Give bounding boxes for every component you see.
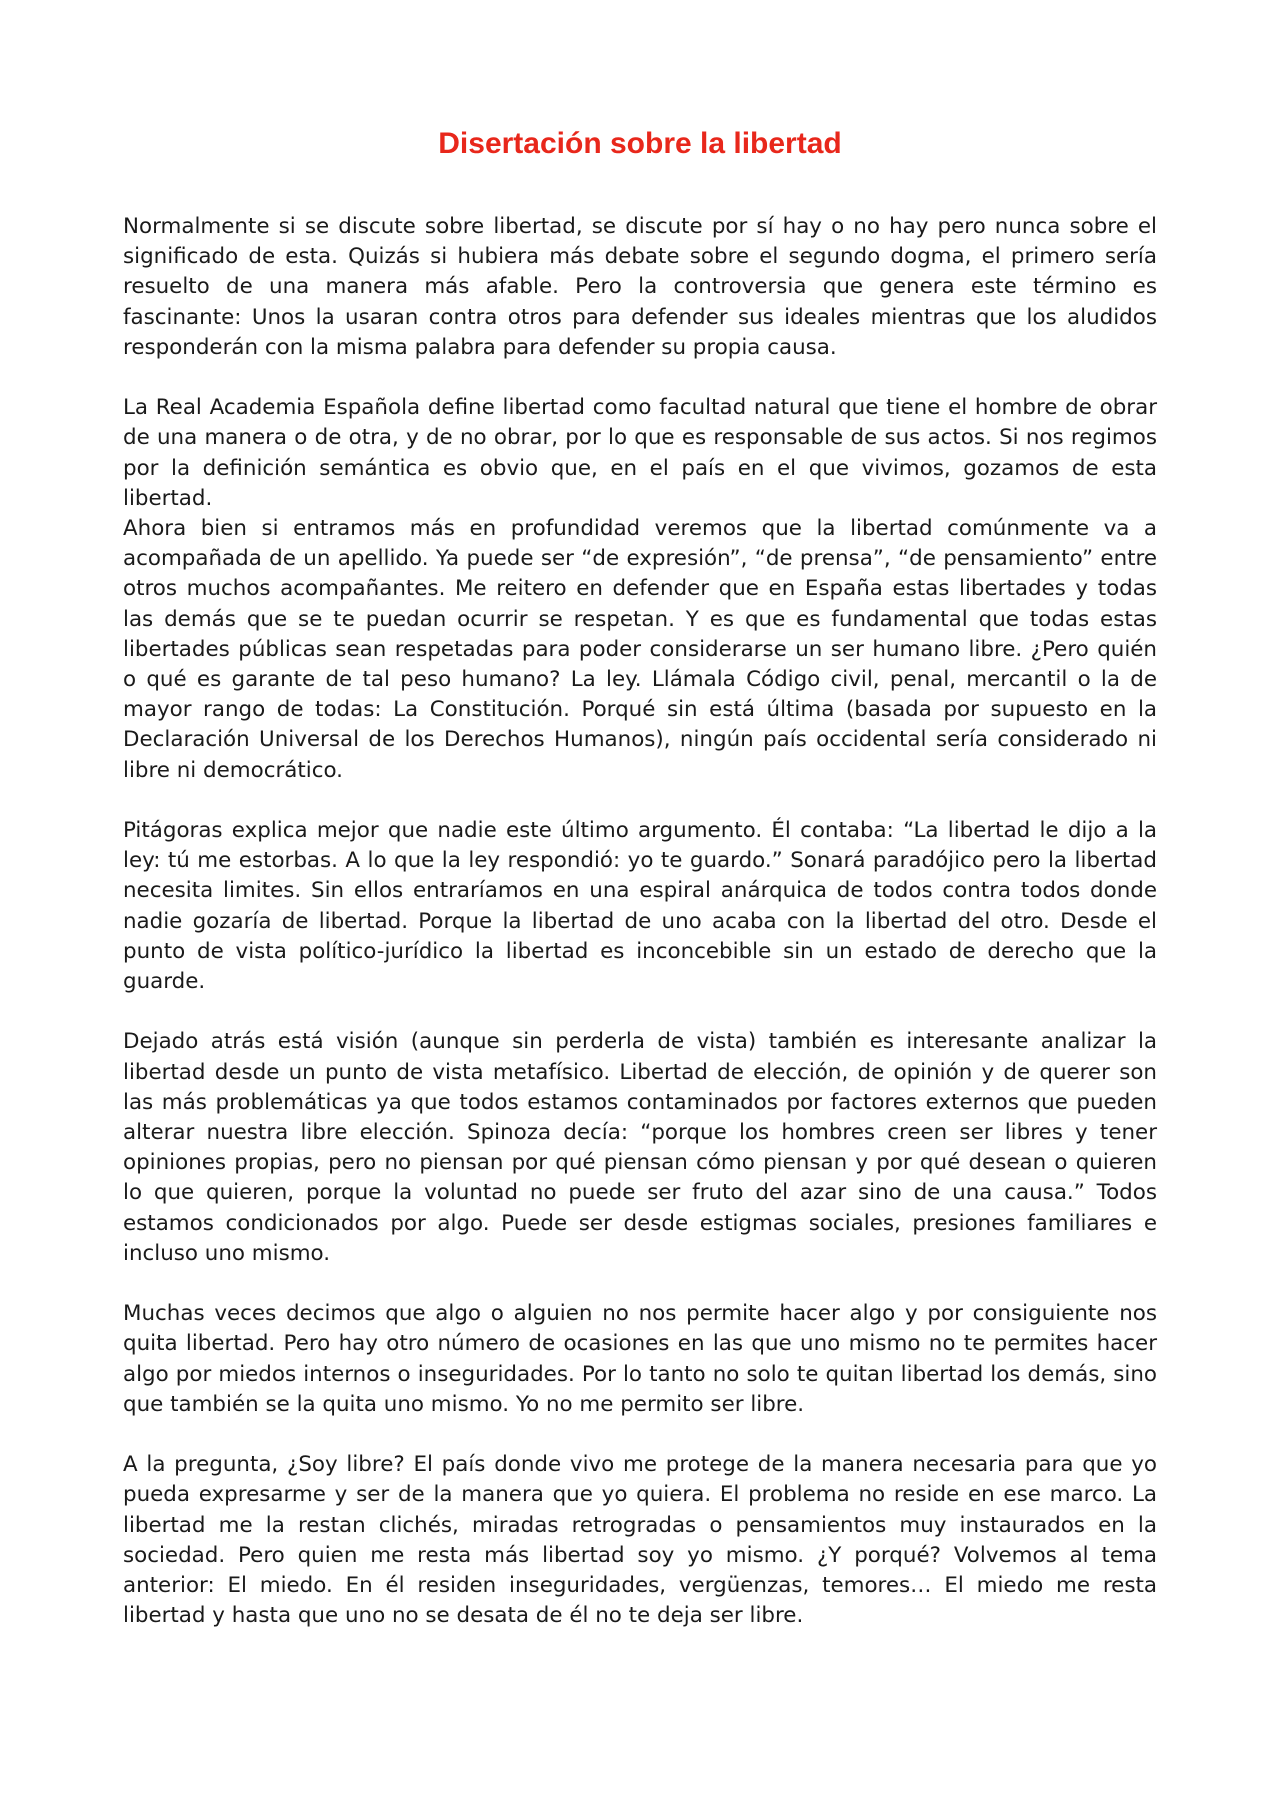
document-title: Disertación sobre la libertad bbox=[438, 127, 842, 160]
paragraph-self-limitation: Muchas veces decimos que algo o alguien no nos permite hacer algo y por consiguiente nos quita libertad. Pero hay otro número de ocasiones en las que uno mismo no te permites hacer algo por miedos internos o inseguridades. Por lo tanto no solo te quitan libertad los demás, sino que también se la quita uno mismo. Yo no me permito ser libre. bbox=[123, 1301, 1157, 1417]
paragraph-rae-definition: La Real Academia Española define libertad como facultad natural que tiene el hombre de obrar de una manera o de otra, y de no obrar, por lo que es responsable de sus actos. Si nos regimos por la definición semántica es obvio que, en el país en el que vivimos, gozamos de esta libertad. bbox=[123, 395, 1157, 511]
paragraph-intro: Normalmente si se discute sobre libertad, se discute por sí hay o no hay pero nunca sobre el significado de esta. Quizás si hubiera más debate sobre el segundo dogma, el primero sería resuelto de una manera más afable. Pero la controversia que genera este término es fascinante: Unos la usaran contra otros para defender sus ideales mientras que los aludidos responderán con la misma palabra para defender su propia causa. bbox=[123, 214, 1157, 360]
paragraph-pythagoras: Pitágoras explica mejor que nadie este último argumento. Él contaba: “La libertad le dijo a la ley: tú me estorbas. A lo que la ley respondió: yo te guardo.” Sonará paradójico pero la libertad necesita limites. Sin ellos entraríamos en una espiral anárquica de todos contra todos donde nadie gozaría de libertad. Porque la libertad de uno acaba con la libertad del otro. Desde el punto de vista político-jurídico la libertad es inconcebible sin un estado de derecho que la guarde. bbox=[123, 818, 1157, 995]
paragraph-public-liberties: Ahora bien si entramos más en profundidad veremos que la libertad comúnmente va a acompañada de un apellido. Ya puede ser “de expresión”, “de prensa”, “de pensamiento” entre otros muchos acompañantes. Me reitero en defender que en España estas libertades y todas las demás que se te puedan ocurrir se respetan. Y es que es fundamental que todas estas libertades públicas sean respetadas para poder considerarse un ser humano libre. ¿Pero quién o qué es garante de tal peso humano? La ley. Llámala Código civil, penal, mercantil o la de mayor rango de todas: La Constitución. Porqué sin está última (basada por supuesto en la Declaración Universal de los Derechos Humanos), ningún país occidental sería considerado ni libre ni democrático. bbox=[123, 516, 1157, 783]
paragraph-metaphysical: Dejado atrás está visión (aunque sin perderla de vista) también es interesante analizar la libertad desde un punto de vista metafísico. Libertad de elección, de opinión y de querer son las más problemáticas ya que todos estamos contaminados por factores externos que pueden alterar nuestra libre elección. Spinoza decía: “porque los hombres creen ser libres y tener opiniones propias, pero no piensan por qué piensan cómo piensan y por qué desean o quieren lo que quieren, porque la voluntad no puede ser fruto del azar sino de una causa.” Todos estamos condicionados por algo. Puede ser desde estigmas sociales, presiones familiares e incluso uno mismo. bbox=[123, 1029, 1157, 1266]
document-body bbox=[123, 212, 1157, 1631]
paragraph-conclusion: A la pregunta, ¿Soy libre? El país donde vivo me protege de la manera necesaria para que yo pueda expresarme y ser de la manera que yo quiera. El problema no reside en ese marco. La libertad me la restan clichés, miradas retrogradas o pensamientos muy instaurados en la sociedad. Pero quien me resta más libertad soy yo mismo. ¿Y porqué? Volvemos al tema anterior: El miedo. En él residen inseguridades, vergüenzas, temores… El miedo me resta libertad y hasta que uno no se desata de él no te deja ser libre. bbox=[123, 1452, 1157, 1629]
